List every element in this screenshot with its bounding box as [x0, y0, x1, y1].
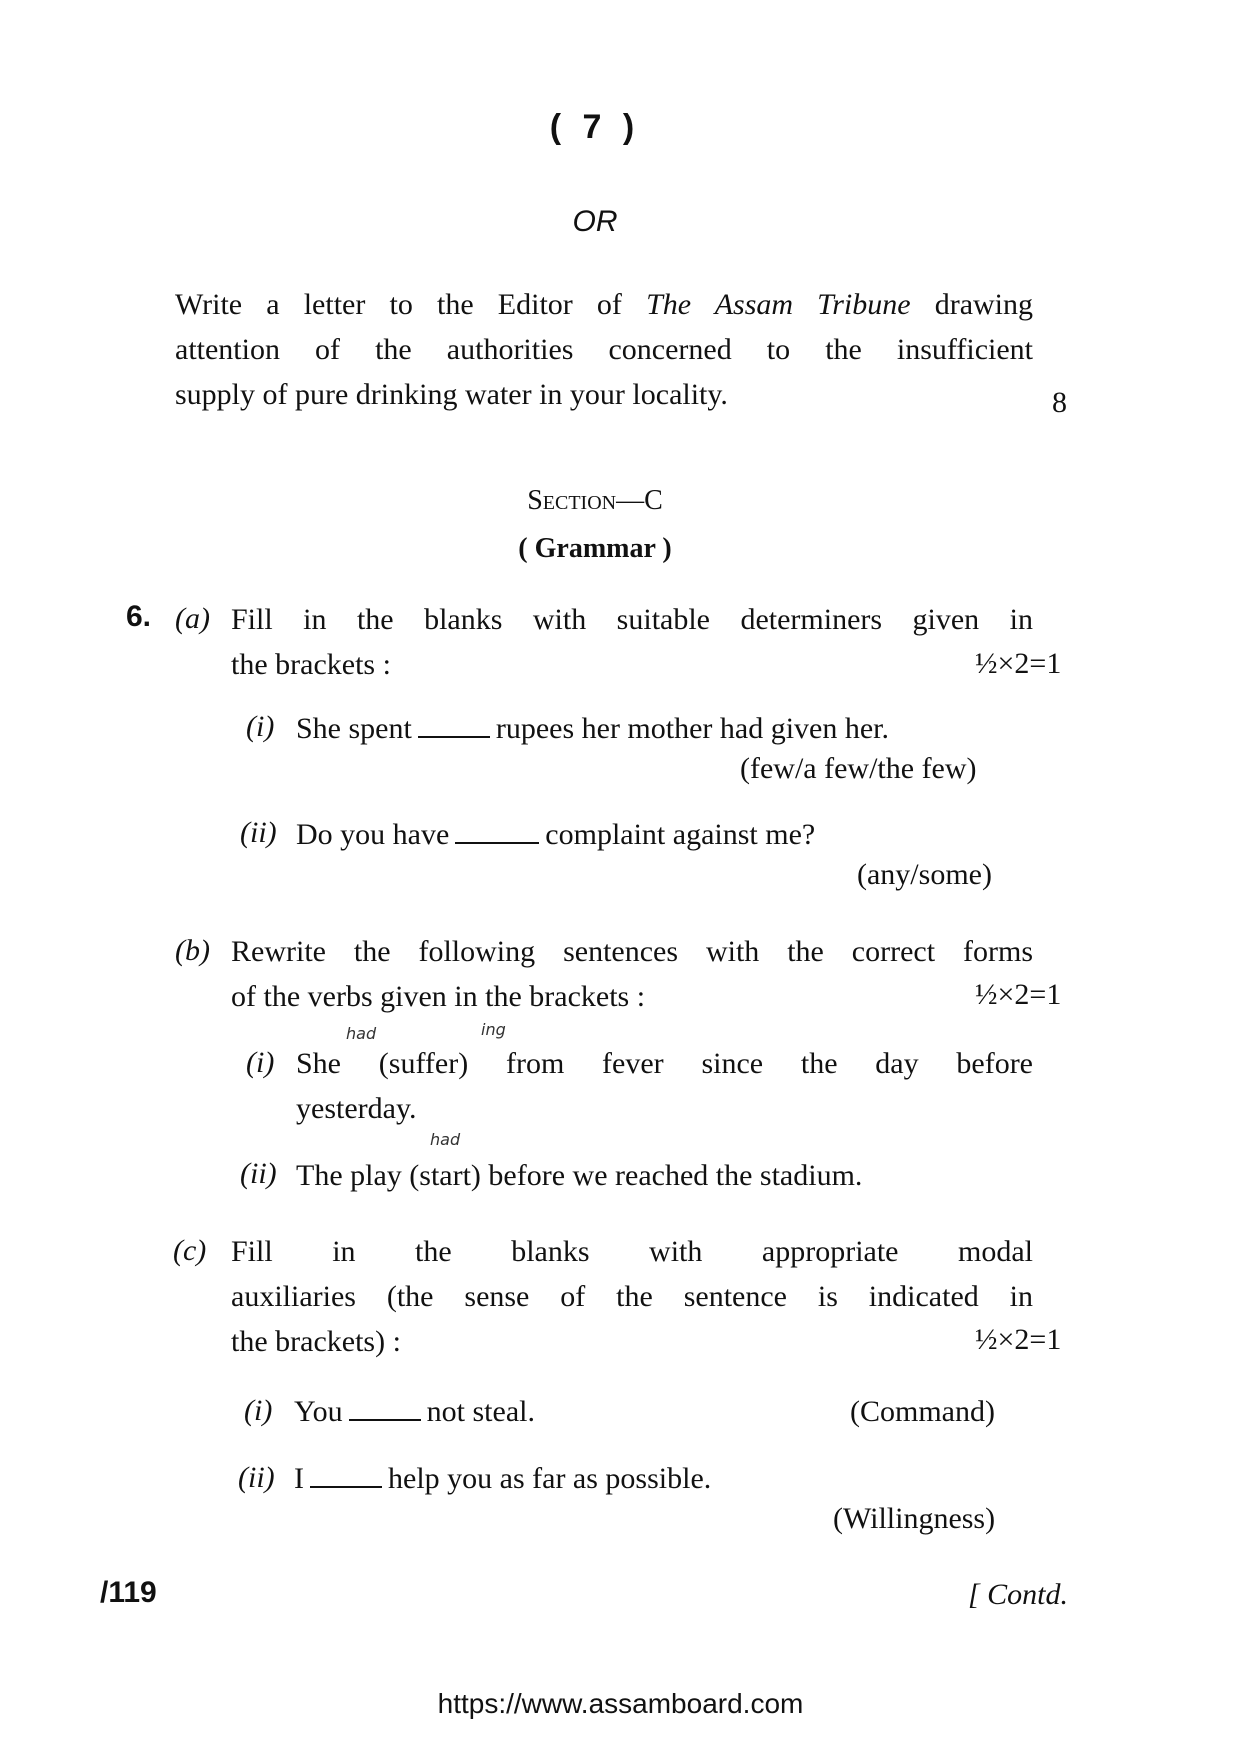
part-b-i-label: (i): [246, 1046, 275, 1079]
part-c-i-sense: (Command): [850, 1395, 995, 1428]
letter-question: [175, 282, 1033, 417]
continued-marker: [ Contd.: [968, 1578, 1069, 1611]
handwritten-note: had: [346, 1024, 377, 1043]
part-a-marks: ½×2=1: [975, 647, 1062, 680]
part-c-ii-sentence: I help you as far as possible.: [294, 1462, 712, 1495]
letter-marks: 8: [1052, 386, 1067, 419]
part-c-label: (c): [173, 1234, 207, 1267]
website-url: https://www.assamboard.com: [437, 1688, 804, 1719]
part-b-ii-label: (ii): [240, 1157, 277, 1190]
part-a-ii-label: (ii): [240, 816, 277, 849]
question-number: 6.: [126, 600, 152, 633]
handwritten-note: had: [430, 1130, 461, 1149]
part-a-i-label: (i): [246, 710, 275, 743]
letter-line-3: supply of pure drinking water in your locality.: [175, 378, 728, 411]
answer-blank: [455, 822, 539, 844]
part-b-instruction: Rewrite the following sentences with the correct forms of the verbs given in the brackets :: [231, 935, 1033, 1013]
part-c-instruction: Fill in the blanks with appropriate modal auxiliaries (the sense of the sentence is indicated in the brackets) :: [231, 1235, 1033, 1358]
part-a-label: (a): [175, 602, 210, 635]
section-title: Section—C: [527, 485, 663, 516]
or-divider: OR: [572, 205, 618, 238]
part-b-label: (b): [175, 934, 210, 967]
letter-line-2: attention of the authorities concerned to the insufficient: [175, 333, 1033, 366]
part-c-i-label: (i): [244, 1394, 273, 1427]
part-b-ii-sentence: The play (start) before we reached the stadium.: [296, 1159, 863, 1192]
part-b-marks: ½×2=1: [975, 978, 1062, 1011]
section-subtitle: ( Grammar ): [518, 533, 672, 564]
part-a-i-sentence: She spent rupees her mother had given her.: [296, 712, 890, 745]
part-c-ii-label: (ii): [238, 1461, 275, 1494]
answer-blank: [349, 1399, 421, 1421]
paper-code: /119: [100, 1576, 157, 1609]
part-c-ii-sense: (Willingness): [833, 1502, 996, 1535]
part-c-marks: ½×2=1: [975, 1323, 1062, 1356]
page-number: ( 7 ): [549, 108, 641, 146]
answer-blank: [418, 716, 490, 738]
handwritten-note: ing: [481, 1020, 506, 1039]
letter-line-1: Write a letter to the Editor of The Assam Tribune drawing: [175, 288, 1034, 321]
part-a-i-options: (few/a few/the few): [740, 752, 977, 785]
part-a-instruction: Fill in the blanks with suitable determiners given in the brackets :: [231, 603, 1033, 681]
part-a-ii-options: (any/some): [857, 858, 992, 891]
part-b-i-sentence: She (suffer) from fever since the day before yesterday.: [296, 1047, 1033, 1125]
part-c-i-sentence: You not steal.: [294, 1395, 535, 1428]
answer-blank: [310, 1466, 382, 1488]
part-a-ii-sentence: Do you have complaint against me?: [296, 818, 816, 851]
newspaper-name: The Assam Tribune: [646, 288, 911, 321]
